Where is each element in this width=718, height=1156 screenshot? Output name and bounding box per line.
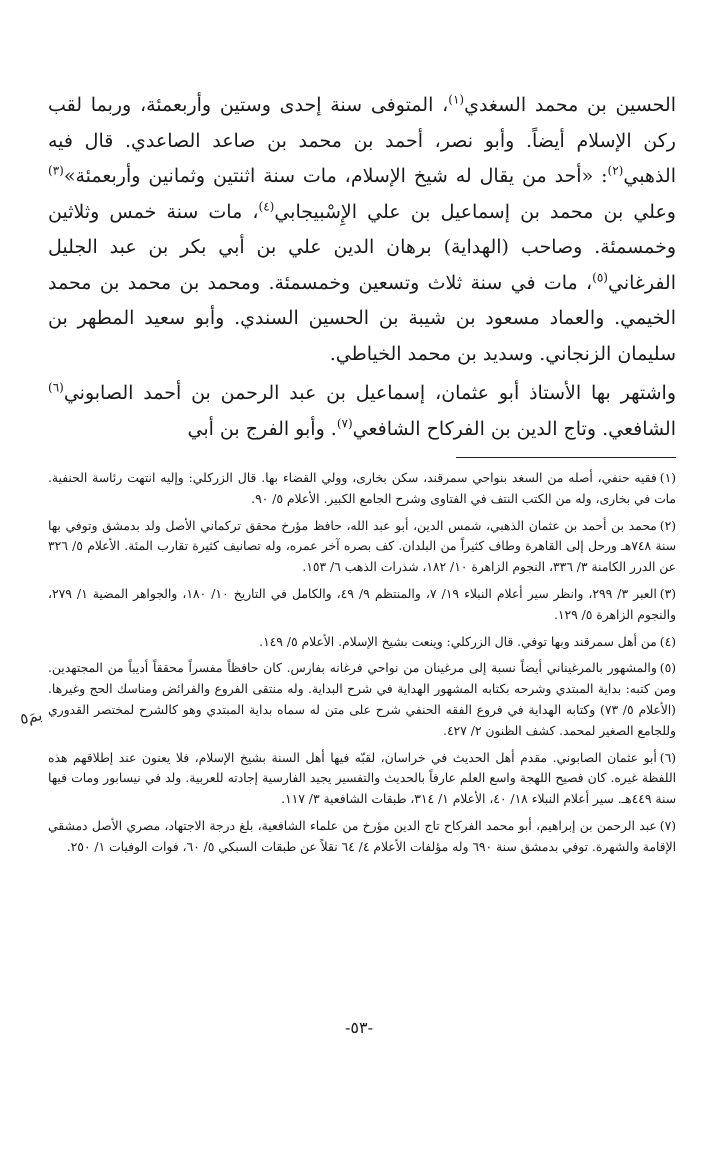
main-text: وعلي بن محمد بن إسماعيل بن علي الإِسْبيجابي	[274, 200, 676, 223]
footnote-number: (٥)	[659, 661, 676, 676]
main-paragraph-2	[48, 376, 676, 447]
main-text: الشافعي. وتاج الدين بن الفركاح الشافعي	[352, 417, 676, 440]
main-text: ، مات سنة خمس وثلاثين وخمسمئة. وصاحب (الهداية) برهان الدين علي بن أبي بكر بن عبد الجليل الفرغاني	[48, 200, 676, 294]
footnote-ref-2: (٢)	[607, 163, 624, 178]
footnote-ref-5: (٥)	[592, 270, 608, 285]
footnote-text: والمشهور بالمرغيناني أيضاً نسبة إلى مرغينان من نواحي فرغانه بفارس. كان حافظاً مفسراً محققاً أديباً من المجتهدين. ومن كتبه: بداية المبتدي وشرحه بكتابه المشهور الهداية في شرح البداية. وله منتقى الفروع والفرائض ومناسك الحج وغيرها. (الأعلام ٥/ ٧٣) وكتابه الهداية في فروع الفقه الحنفي شرح على متن له سماه بداية المبتدي وهو كالشرح لمختصر القدوري وللجامع الصغير لمحمد. كشف الظنون ٢/ ٤٢٧.	[48, 661, 676, 738]
footnote-text: من أهل سمرقند وبها توفي. قال الزركلي: وينعت بشيخ الإسلام. الأعلام ٥/ ١٤٩.	[259, 634, 657, 649]
footnote-text: محمد بن أحمد بن عثمان الذهبي، شمس الدين، أبو عبد الله، حافظ مؤرخ محقق تركماني الأصل ولد بدمشق وتوفي بها سنة ٧٤٨هـ ورحل إلى القاهرة وطاف كثيراً من البلدان. كف بصره آخر عمره، وله تصانيف كثيرة تقارب المئة. الأعلام ٥/ ٣٢٦ عن الدرر الكامنة ٣/ ٣٣٦، النجوم الزاهرة ١٠/ ١٨٢، شذرات الذهب ٦/ ١٥٣.	[48, 518, 676, 575]
footnote-divider	[456, 457, 676, 458]
footnote-number: (٤)	[659, 634, 676, 649]
footnote	[48, 468, 676, 510]
footnote-text: فقيه حنفي، أصله من السغد بنواحي سمرقند، سكن بخارى، وولي القضاء بها. قال الزركلي: وإليه انتهت رئاسة الحنفية. مات في بخارى، وله من الكتب النتف في الفتاوى وشرح الجامع الكبير. الأعلام ٥/ ٩٠.	[48, 471, 676, 506]
main-paragraph	[48, 88, 676, 372]
footnote-ref-1: (١)	[448, 92, 465, 107]
main-text: واشتهر بها الأستاذ أبو عثمان، إسماعيل بن عبد الرحمن بن أحمد الصابوني	[63, 382, 676, 404]
footnote-ref-4: (٤)	[258, 199, 275, 214]
footnote	[48, 516, 676, 578]
main-text: الحسين بن محمد السغدي	[464, 94, 676, 116]
footnote	[48, 632, 676, 653]
footnote-number: (١)	[659, 471, 676, 485]
footnote	[48, 816, 676, 858]
footnotes	[48, 468, 676, 858]
footnote	[48, 658, 676, 741]
page-body	[48, 88, 676, 864]
main-text: ، المتوفى سنة إحدى وستين وأربعمئة، وربما لقب ركن الإسلام أيضاً. وأبو نصر، أحمد بن محمد بن صاعد الصاعدي. قال فيه الذهبي	[48, 94, 676, 187]
footnote-ref-6: (٦)	[48, 380, 64, 395]
footnote-number: (٣)	[659, 586, 677, 601]
main-text: ، مات في سنة ثلاث وتسعين وخمسمئة. ومحمد بن محمد بن محمد الخيمي. والعماد مسعود بن شيبة بن الحسين السندي. وأبو سعيد المطهر بن سليمان الزنجاني. وسديد بن محمد الخياطي.	[48, 271, 676, 365]
footnote-text: أبو عثمان الصابوني. مقدم أهل الحديث في خراسان، لقبّه فيها أهل السنة بشيخ الإسلام، فلا يعنون عند إطلاقهم هذه اللفظة غيره. كان فصيح اللهجة واسع العلم عارفاً بالحديث والتفسير يجيد الفارسية إجادته للعربية. ولد في نيسابور ومات فيها سنة ٤٤٩هـ. سير أعلام النبلاء ١٨/ ٤٠، الأعلام ١/ ٣١٤، طبقات الشافعية ٣/ ١١٧.	[48, 750, 676, 807]
handwritten-margin-note: بمَ٥	[18, 705, 44, 729]
footnote-text: العبر ٣/ ٢٩٩، وانظر سير أعلام النبلاء ١٩/ ٧، والمنتظم ٩/ ٤٩، والكامل في التاريخ ١٠/ ١٨٠، والجواهر المضية ١/ ٢٧٩، والنجوم الزاهرة ٥/ ١٢٩.	[48, 586, 676, 622]
footnote-ref-3: (٣)	[48, 163, 64, 178]
footnote-number: (٧)	[659, 818, 676, 833]
footnote-number: (٦)	[659, 750, 676, 765]
footnote	[48, 748, 676, 810]
page-number: -٥٣-	[345, 1018, 373, 1037]
main-text: : «أحد من يقال له شيخ الإسلام، مات سنة اثنتين وثمانين وأربعمئة»	[63, 165, 608, 187]
footnote-text: عبد الرحمن بن إبراهيم، أبو محمد الفركاح تاج الدين مؤرخ من علماء الشافعية، بلغ درجة الاجتهاد، مصري الأصل دمشقي الإقامة والشهرة. توفي بدمشق سنة ٦٩٠ وله مؤلفات الأعلام ٤/ ٦٤ نقلاً عن طبقات السبكي ٥/ ٦٠، فوات الوفيات ١/ ٢٥٠.	[48, 818, 676, 854]
footnote-ref-7: (٧)	[336, 416, 353, 431]
footnote-number: (٢)	[659, 518, 676, 533]
footnote	[48, 584, 676, 626]
main-text: . وأبو الفرج بن أبي	[187, 417, 337, 440]
